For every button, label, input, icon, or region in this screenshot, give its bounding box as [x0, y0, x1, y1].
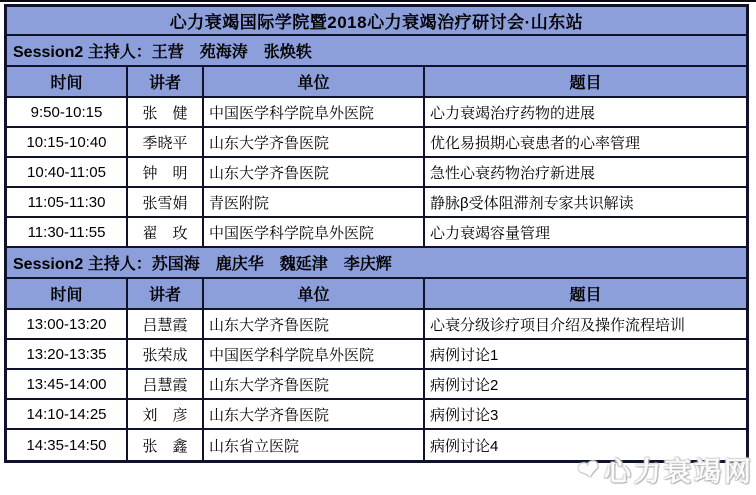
session-header-1: Session2 主持人：王营 苑海涛 张焕轶 — [7, 36, 746, 67]
topic-cell: 心衰分级诊疗项目介绍及操作流程培训 — [430, 316, 686, 334]
table-row — [7, 430, 746, 460]
speaker-cell: 刘 彦 — [128, 400, 204, 428]
column-header-0: 时间 — [7, 67, 128, 96]
time-cell: 11:05-11:30 — [7, 188, 128, 216]
column-header-row-1 — [7, 67, 746, 98]
topic-cell: 急性心衰药物治疗新进展 — [430, 164, 596, 182]
topic-cell: 病例讨论2 — [430, 376, 499, 394]
conference-schedule-table — [4, 4, 749, 463]
top-border-line — [0, 0, 756, 2]
schedule-body — [7, 36, 746, 460]
table-row — [7, 158, 746, 188]
speaker-cell: 张 健 — [128, 98, 204, 126]
unit-cell: 山东大学齐鲁医院 — [204, 128, 425, 156]
time-cell: 10:15-10:40 — [7, 128, 128, 156]
unit-cell: 山东大学齐鲁医院 — [204, 400, 425, 428]
column-header-3: 题目 — [569, 287, 602, 304]
speaker-cell: 吕慧霞 — [128, 370, 204, 398]
speaker-cell: 季晓平 — [128, 128, 204, 156]
conference-title: 心力衰竭国际学院暨2018心力衰竭治疗研讨会·山东站 — [7, 7, 746, 36]
unit-cell: 山东大学齐鲁医院 — [204, 158, 425, 186]
topic-cell: 优化易损期心衰患者的心率管理 — [430, 134, 641, 152]
time-cell: 14:35-14:50 — [7, 430, 128, 460]
time-cell: 9:50-10:15 — [7, 98, 128, 126]
heart-mascot-icon: ❤ — [575, 452, 603, 487]
unit-cell: 山东大学齐鲁医院 — [204, 370, 425, 398]
time-cell: 13:45-14:00 — [7, 370, 128, 398]
speaker-cell: 张荣成 — [128, 340, 204, 368]
table-row — [7, 370, 746, 400]
column-header-2: 单位 — [204, 279, 425, 308]
speaker-cell: 张 鑫 — [128, 430, 204, 460]
session-header-2: Session2 主持人：苏国海 鹿庆华 魏延津 李庆辉 — [7, 248, 746, 279]
column-header-3: 题目 — [569, 75, 602, 92]
speaker-cell: 翟 玫 — [128, 218, 204, 246]
table-row — [7, 400, 746, 430]
column-header-row-2 — [7, 279, 746, 310]
table-row — [7, 98, 746, 128]
time-cell: 13:20-13:35 — [7, 340, 128, 368]
topic-cell: 心力衰竭治疗药物的进展 — [430, 104, 596, 122]
topic-cell: 病例讨论4 — [430, 437, 499, 455]
watermark-text: 心力衰竭网 — [604, 457, 754, 487]
unit-cell: 青医附院 — [204, 188, 425, 216]
topic-cell: 病例讨论1 — [430, 346, 499, 364]
column-header-1: 讲者 — [128, 67, 204, 96]
speaker-cell: 吕慧霞 — [128, 310, 204, 338]
unit-cell: 中国医学科学院阜外医院 — [204, 218, 425, 246]
time-cell: 11:30-11:55 — [7, 218, 128, 246]
table-row — [7, 188, 746, 218]
table-row — [7, 340, 746, 370]
topic-cell: 病例讨论3 — [430, 406, 499, 424]
table-row — [7, 128, 746, 158]
time-cell: 13:00-13:20 — [7, 310, 128, 338]
topic-cell: 静脉β受体阻滞剂专家共识解读 — [430, 194, 634, 212]
column-header-0: 时间 — [7, 279, 128, 308]
speaker-cell: 钟 明 — [128, 158, 204, 186]
column-header-1: 讲者 — [128, 279, 204, 308]
unit-cell: 山东大学齐鲁医院 — [204, 310, 425, 338]
time-cell: 14:10-14:25 — [7, 400, 128, 428]
time-cell: 10:40-11:05 — [7, 158, 128, 186]
table-row — [7, 218, 746, 248]
column-header-2: 单位 — [204, 67, 425, 96]
unit-cell: 中国医学科学院阜外医院 — [204, 98, 425, 126]
unit-cell: 山东省立医院 — [204, 430, 425, 460]
unit-cell: 中国医学科学院阜外医院 — [204, 340, 425, 368]
topic-cell: 心力衰竭容量管理 — [430, 224, 551, 242]
speaker-cell: 张雪娟 — [128, 188, 204, 216]
table-row — [7, 310, 746, 340]
